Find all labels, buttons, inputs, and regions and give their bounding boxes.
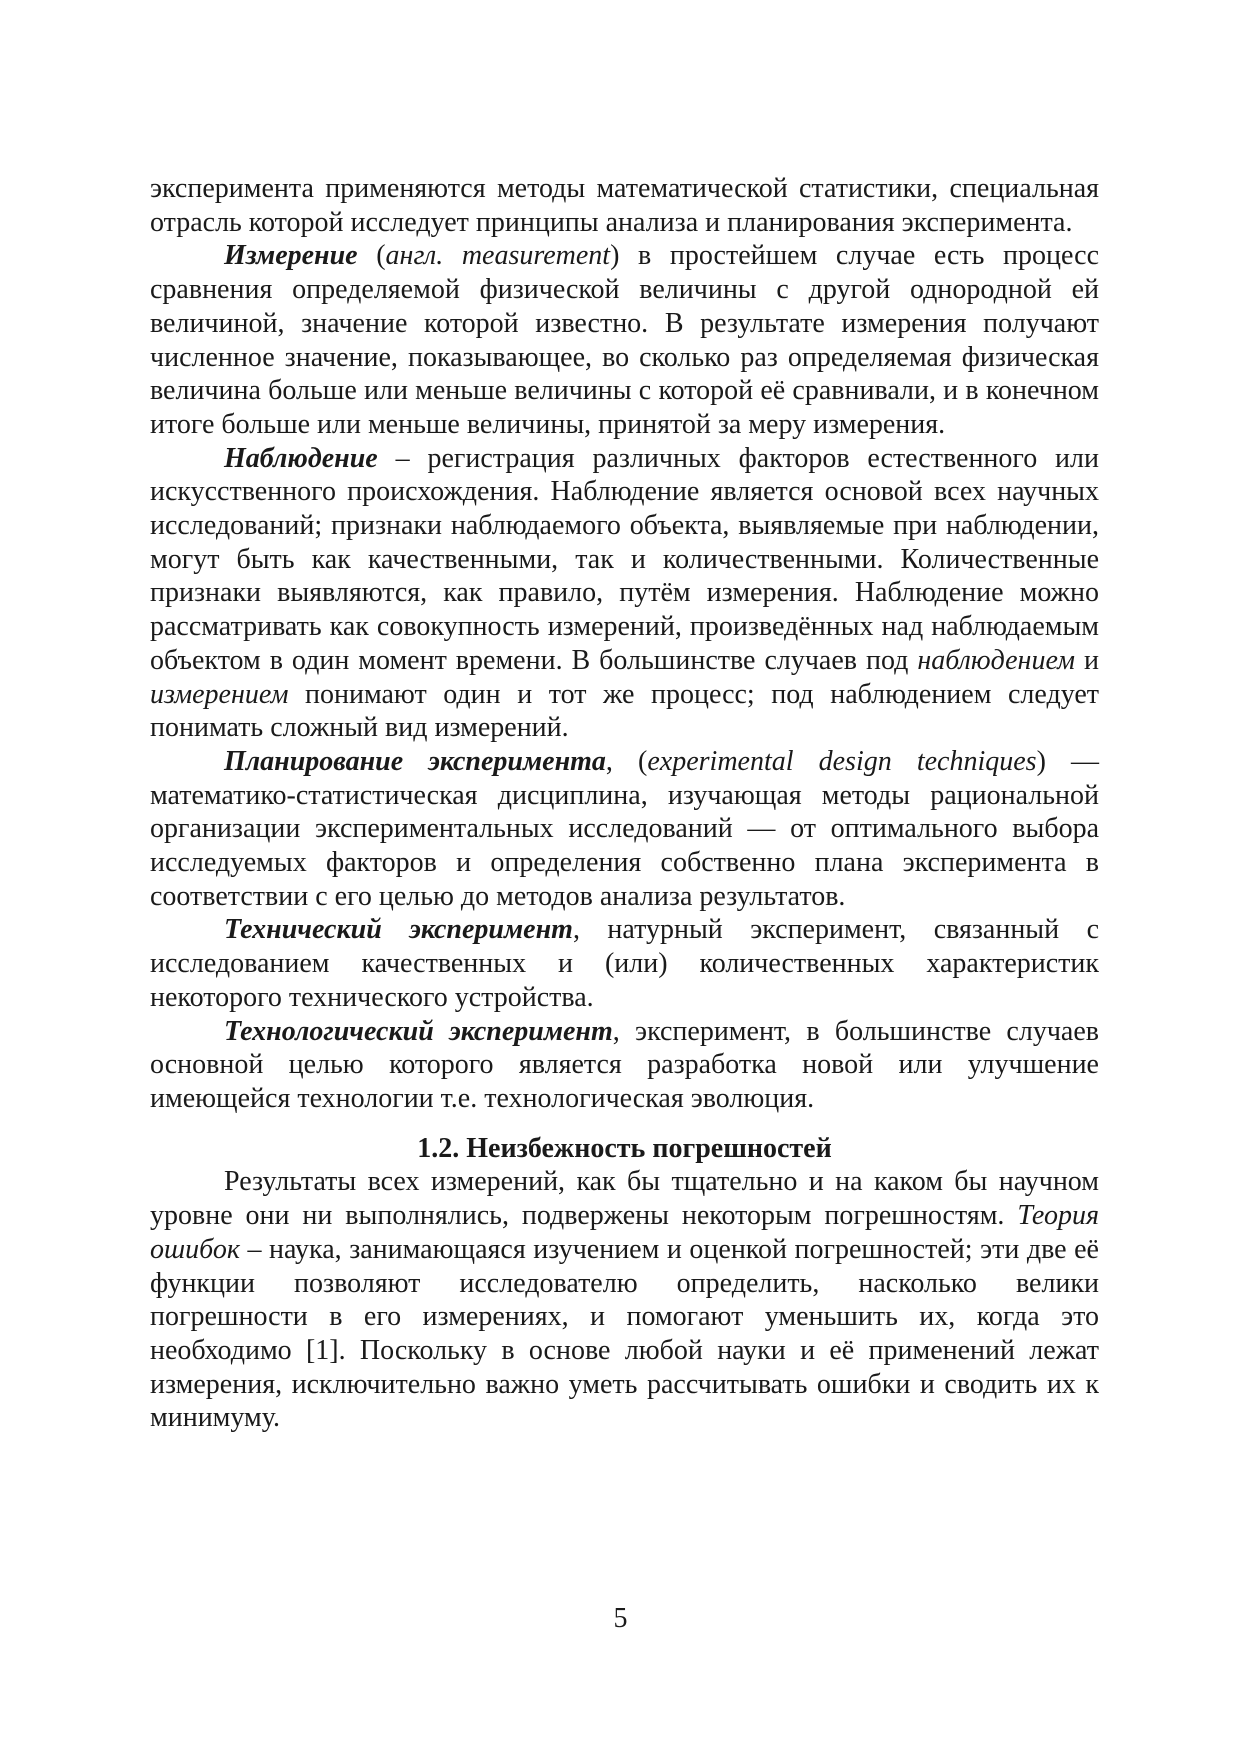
observation-italic-2: измерением: [150, 678, 289, 710]
planning-term: Планирование эксперимента: [224, 745, 606, 777]
planning-paragraph: [150, 745, 1099, 914]
errors-text-1: Результаты всех измерений, как бы тщательно и на каком бы научном уровне они ни выполнялись, подвержены некоторым погрешностям.: [150, 1166, 1099, 1232]
observation-term: Наблюдение: [224, 442, 378, 474]
technical-paragraph: [150, 913, 1099, 1014]
measurement-text-2: ) в простейшем случае есть процесс сравнения определяемой физической величины с другой однородной ей величиной, значение которой известно. В результате измерения получают численное значение, показывающее, во сколько раз определяемая физическая величина больше или меньше величины с которой её сравнивали, и в конечном итоге больше или меньше величины, принятой за меру измерения.: [150, 240, 1100, 440]
planning-text-1: , (: [605, 745, 648, 777]
observation-italic-1: наблюдением: [917, 644, 1076, 676]
errors-italic: Теория ошибок: [150, 1200, 1099, 1265]
observation-text-3: понимают один и тот же процесс; под наблюдением следует понимать сложный вид измерений.: [150, 678, 1099, 744]
measurement-text-1: (: [357, 240, 386, 272]
planning-note: experimental design techniques: [647, 745, 1037, 777]
observation-text-1: – регистрация различных факторов естественного или искусственного происхождения. Наблюдение является основой всех научных исследований; признаки наблюдаемого объекта, выявляемые при наблюдении, могут быть как качественными, так и количественными. Количественные признаки выявляются, как правило, путём измерения. Наблюдение можно рассматривать как совокупность измерений, произведённых над наблюдаемым объектом в один момент времени. В большинстве случаев под: [150, 442, 1099, 676]
measurement-note: англ. measurement: [385, 240, 611, 272]
intro-paragraph: [150, 172, 1099, 239]
technical-text: , натурный эксперимент, связанный с исследованием качественных и (или) количественных характеристик некоторого технического устройства.: [150, 914, 1099, 1013]
measurement-paragraph: [150, 239, 1099, 441]
observation-text-2: и: [1075, 644, 1100, 676]
technical-term: Технический эксперимент: [224, 914, 573, 946]
technological-term: Технологический эксперимент: [224, 1015, 613, 1047]
intro-text: эксперимента применяются методы математической статистики, специальная отрасль которой исследует принципы анализа и планирования эксперимента.: [150, 173, 1099, 238]
observation-paragraph: [150, 442, 1099, 745]
errors-text-2: – наука, занимающаяся изучением и оценкой погрешностей; эти две её функции позволяют исследователю определить, насколько велики погрешности в его измерениях, и помогают уменьшить их, когда это необходимо [1]. Поскольку в основе любой науки и её применений лежат измерения, исключительно важно уметь рассчитывать ошибки и сводить их к минимуму.: [150, 1233, 1099, 1434]
page-number: 5: [613, 1603, 628, 1634]
technological-paragraph: [150, 1015, 1099, 1116]
section-heading: 1.2. Неизбежность погрешностей: [417, 1132, 832, 1164]
planning-text-2: ) — математико-статистическая дисциплина, изучающая методы рациональной организации экспериментальных исследований — от оптимального выбора исследуемых факторов и определения собственно плана эксперимента в соответствии с его целью до методов анализа результатов.: [150, 745, 1100, 912]
technological-text: , эксперимент, в большинстве случаев основной целью которого является разработка новой или улучшение имеющейся технологии т.е. технологическая эволюция.: [150, 1015, 1099, 1114]
errors-paragraph: [150, 1165, 1099, 1435]
document-page: [150, 172, 1099, 1435]
measurement-term: Измерение: [224, 240, 358, 272]
